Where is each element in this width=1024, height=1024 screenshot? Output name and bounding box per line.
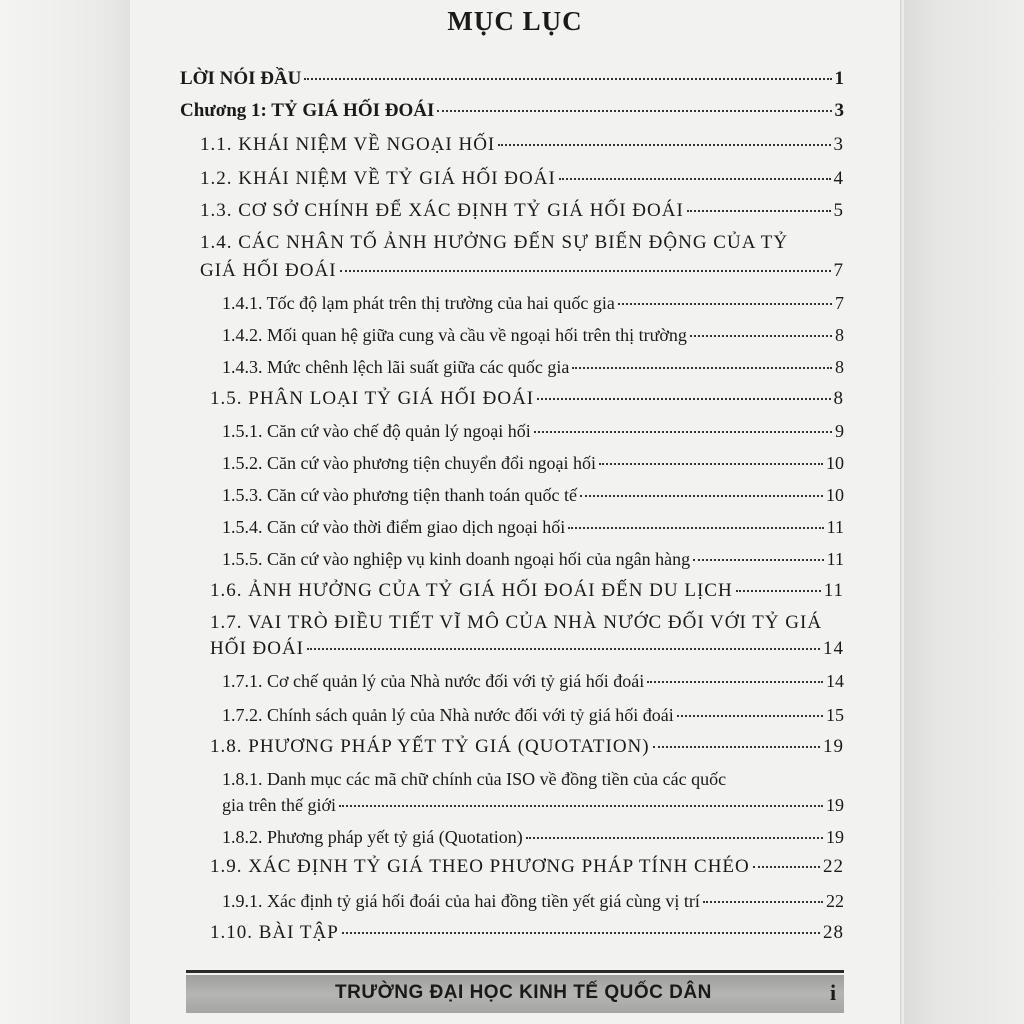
- toc-page-number: 22: [823, 856, 844, 877]
- toc-leader-dots: [647, 681, 823, 683]
- toc-leader-dots: [736, 590, 821, 592]
- toc-entry-1-3: [200, 200, 844, 222]
- toc-entry-text: 1.2. KHÁI NIỆM VỀ TỶ GIÁ HỐI ĐOÁI: [200, 168, 556, 189]
- toc-entry-text: HỐI ĐOÁI: [210, 638, 305, 659]
- toc-entry-text: 1.8. PHƯƠNG PHÁP YẾT TỶ GIÁ (QUOTATION): [210, 736, 650, 757]
- toc-entry-1-5-4: [222, 516, 844, 538]
- toc-entry-text: 1.5. PHÂN LOẠI TỶ GIÁ HỐI ĐOÁI: [210, 388, 535, 409]
- toc-leader-dots: [537, 398, 830, 400]
- toc-entry-text: 1.5.5. Căn cứ vào nghiệp vụ kinh doanh ngoại hối của ngân hàng: [222, 549, 691, 569]
- toc-entry-text: 1.6. ẢNH HƯỞNG CỦA TỶ GIÁ HỐI ĐOÁI ĐẾN DU LỊCH: [210, 580, 733, 601]
- toc-page-number: 22: [826, 891, 844, 911]
- toc-entry-1-4-line1: 1.4. CÁC NHÂN TỐ ẢNH HƯỞNG ĐẾN SỰ BIẾN ĐỘNG CỦA TỶ: [200, 232, 789, 253]
- toc-leader-dots: [572, 367, 832, 369]
- toc-leader-dots: [687, 210, 831, 212]
- toc-page-number: 4: [833, 168, 844, 189]
- toc-entry-text: 1.4.1. Tốc độ lạm phát trên thị trường của hai quốc gia: [222, 293, 615, 313]
- toc-entry-1-8-2: [222, 826, 844, 848]
- toc-entry-text: 1.5.4. Căn cứ vào thời điểm giao dịch ngoại hối: [222, 517, 566, 537]
- toc-page-number: 15: [826, 705, 844, 725]
- toc-page-number: 10: [826, 453, 844, 473]
- toc-leader-dots: [304, 78, 831, 80]
- toc-leader-dots: [703, 901, 823, 903]
- toc-leader-dots: [526, 837, 823, 839]
- toc-entry-1-9: [210, 856, 844, 878]
- toc-page-number: 3: [833, 134, 844, 155]
- toc-page-number: 11: [823, 580, 844, 601]
- toc-entry-1-7-2: [222, 704, 844, 726]
- toc-entry-text: 1.7.2. Chính sách quản lý của Nhà nước đối với tỷ giá hối đoái: [222, 705, 674, 725]
- toc-leader-dots: [653, 746, 820, 748]
- toc-leader-dots: [307, 648, 820, 650]
- toc-entry-1-5-1: [222, 420, 844, 442]
- toc-leader-dots: [580, 495, 823, 497]
- toc-entry-1-9-1: [222, 890, 844, 912]
- toc-entry-chapter-1: [180, 100, 844, 122]
- toc-entry-text: 1.9.1. Xác định tỷ giá hối đoái của hai đồng tiền yết giá cùng vị trí: [222, 891, 700, 911]
- toc-page-number: 11: [826, 517, 844, 537]
- toc-entry-text: 1.4.3. Mức chênh lệch lãi suất giữa các quốc gia: [222, 357, 570, 377]
- toc-leader-dots: [342, 932, 820, 934]
- footer-page-number: i: [830, 980, 837, 1005]
- toc-entry-preface: [180, 68, 844, 90]
- toc-entry-text: 1.7.1. Cơ chế quản lý của Nhà nước đối với tỷ giá hối đoái: [222, 671, 645, 691]
- toc-leader-dots: [618, 303, 832, 305]
- toc-entry-1-5-3: [222, 484, 844, 506]
- toc-leader-dots: [568, 527, 823, 529]
- toc-leader-dots: [498, 144, 830, 146]
- footer-rule: [186, 970, 844, 973]
- toc-entry-text: LỜI NÓI ĐẦU: [180, 68, 302, 89]
- toc-page-number: 14: [826, 671, 844, 691]
- toc-leader-dots: [690, 335, 832, 337]
- toc-leader-dots: [599, 463, 823, 465]
- toc-entry-1-5-2: [222, 452, 844, 474]
- toc-entry-text: 1.10. BÀI TẬP: [210, 922, 339, 943]
- toc-page-number: 1: [834, 68, 844, 89]
- toc-entry-text: 1.1. KHÁI NIỆM VỀ NGOẠI HỐI: [200, 134, 496, 155]
- footer-university-name: TRƯỜNG ĐẠI HỌC KINH TẾ QUỐC DÂN: [335, 982, 712, 1003]
- toc-page-number: 5: [833, 200, 844, 221]
- toc-entry-text: GIÁ HỐI ĐOÁI: [200, 260, 337, 281]
- toc-page-number: 8: [835, 325, 844, 345]
- toc-leader-dots: [340, 270, 831, 272]
- toc-entry-1-4-2: [222, 324, 844, 346]
- toc-entry-1-4-1: [222, 292, 844, 314]
- toc-entry-1-1: [200, 134, 844, 156]
- toc-entry-1-5-5: [222, 548, 844, 570]
- toc-page-number: 28: [823, 922, 844, 943]
- toc-page-number: 11: [826, 549, 844, 569]
- toc-entry-1-4: [200, 260, 844, 282]
- toc-page-number: 3: [834, 100, 844, 121]
- toc-entry-1-10: [210, 922, 844, 944]
- toc-page-number: 7: [833, 260, 844, 281]
- toc-entry-1-8-1: [222, 794, 844, 816]
- toc-entry-1-4-3: [222, 356, 844, 378]
- toc-page-number: 19: [826, 795, 844, 815]
- toc-page-number: 9: [835, 421, 844, 441]
- toc-leader-dots: [534, 431, 832, 433]
- toc-page-number: 14: [823, 638, 844, 659]
- toc-entry-1-5: [210, 388, 844, 410]
- toc-entry-text: 1.5.2. Căn cứ vào phương tiện chuyển đổi ngoại hối: [222, 453, 596, 473]
- toc-entry-1-7-1: [222, 670, 844, 692]
- toc-entry-text: 1.9. XÁC ĐỊNH TỶ GIÁ THEO PHƯƠNG PHÁP TÍNH CHÉO: [210, 856, 750, 877]
- toc-page-number: 8: [833, 388, 844, 409]
- toc-entry-text: gia trên thế giới: [222, 795, 336, 815]
- page-title: MỤC LỤC: [447, 6, 583, 36]
- toc-entry-1-8-1-line1: 1.8.1. Danh mục các mã chữ chính của ISO về đồng tiền của các quốc: [222, 769, 727, 789]
- toc-page-number: 7: [835, 293, 844, 313]
- toc-entry-1-7-line1: 1.7. VAI TRÒ ĐIỀU TIẾT VĨ MÔ CỦA NHÀ NƯỚC ĐỐI VỚI TỶ GIÁ: [210, 612, 823, 633]
- toc-entry-1-8: [210, 736, 844, 758]
- toc-leader-dots: [559, 178, 831, 180]
- book-right-edge: [904, 0, 1024, 1024]
- toc-leader-dots: [339, 805, 823, 807]
- toc-entry-1-2: [200, 168, 844, 190]
- book-left-edge: [0, 0, 130, 1024]
- toc-leader-dots: [753, 866, 820, 868]
- toc-entry-text: 1.8.2. Phương pháp yết tỷ giá (Quotation): [222, 827, 523, 847]
- toc-entry-text: 1.4.2. Mối quan hệ giữa cung và cầu về ngoại hối trên thị trường: [222, 325, 687, 345]
- toc-entry-text: Chương 1: TỶ GIÁ HỐI ĐOÁI: [180, 100, 435, 121]
- toc-page-number: 10: [826, 485, 844, 505]
- toc-entry-1-6: [210, 580, 844, 602]
- book-page: [130, 0, 900, 1024]
- toc-entry-1-7: [210, 638, 844, 660]
- toc-page-number: 19: [826, 827, 844, 847]
- toc-leader-dots: [677, 715, 823, 717]
- toc-leader-dots: [437, 110, 831, 112]
- toc-entry-text: 1.5.3. Căn cứ vào phương tiện thanh toán quốc tế: [222, 485, 577, 505]
- toc-page-number: 19: [823, 736, 844, 757]
- toc-entry-text: 1.3. CƠ SỞ CHÍNH ĐỂ XÁC ĐỊNH TỶ GIÁ HỐI ĐOÁI: [200, 200, 684, 221]
- toc-entry-text: 1.5.1. Căn cứ vào chế độ quản lý ngoại hối: [222, 421, 531, 441]
- toc-page-number: 8: [835, 357, 844, 377]
- toc-leader-dots: [693, 559, 823, 561]
